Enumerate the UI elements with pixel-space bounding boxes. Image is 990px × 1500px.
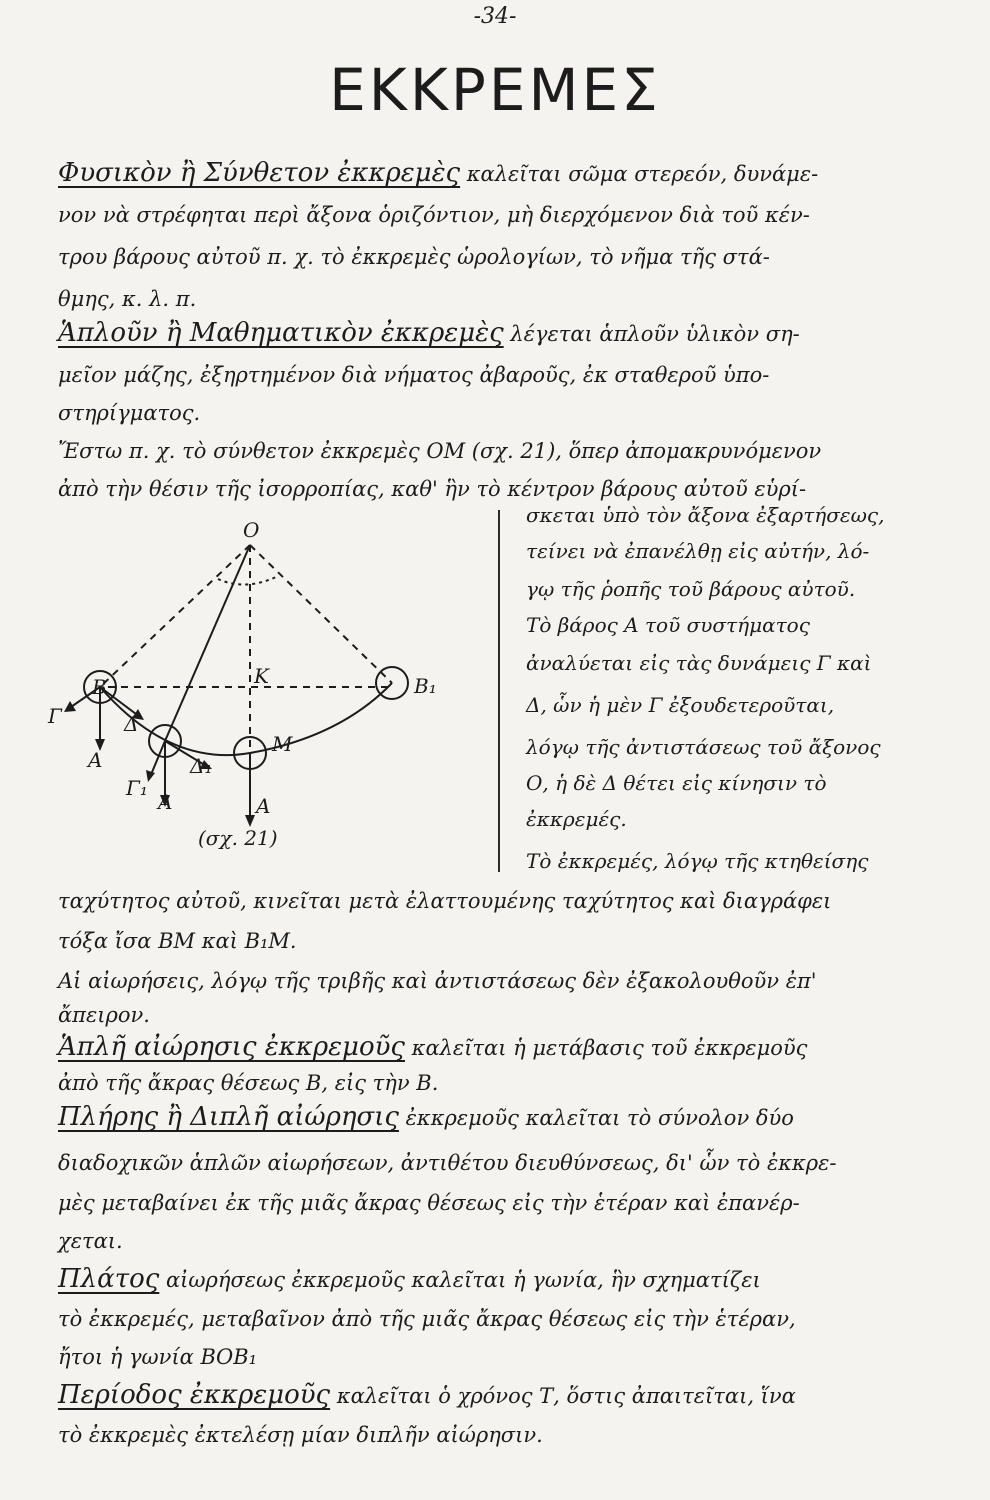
right-col-line-10: Τὸ ἐκκρεμές, λόγῳ τῆς κτηθείσης (526, 849, 869, 873)
term-simple-pendulum: Ἁπλοῦν ἢ Μαθηματικὸν ἐκκρεμὲς (58, 318, 504, 348)
p5-line-2: ἀπὸ τῆς ἄκρας θέσεως Β, εἰς τὴν Β. (58, 1071, 439, 1095)
p8-line-2: τὸ ἐκκρεμὲς ἐκτελέσῃ μίαν διπλῆν αἰώρησιν. (58, 1423, 543, 1447)
p6-line-3: μὲς μεταβαίνει ἐκ τῆς μιᾶς ἄκρας θέσεως εἰς τὴν ἑτέραν καὶ ἐπανέρ- (58, 1191, 800, 1215)
right-col-line-6: Δ, ὧν ἡ μὲν Γ ἐξουδετεροῦται, (526, 693, 835, 717)
figure-caption: (σχ. 21) (198, 826, 278, 850)
p1-line-3: τρου βάρους αὐτοῦ π. χ. τὸ ἐκκρεμὲς ὡρολογίων, τὸ νῆμα τῆς στά- (58, 245, 770, 269)
label-A-middle: Α (158, 790, 173, 814)
p7-line-3: ἤτοι ἡ γωνία ΒΟΒ₁ (58, 1345, 258, 1369)
right-col-line-8: Ο, ἡ δὲ Δ θέτει εἰς κίνησιν τὸ (526, 771, 827, 795)
p4-line-1: Αἱ αἰωρήσεις, λόγῳ τῆς τριβῆς καὶ ἀντιστάσεως δὲν ἐξακολουθοῦν ἐπ' (58, 969, 817, 993)
label-Delta: Δ (124, 712, 139, 736)
term-simple-oscillation: Ἁπλῆ αἰώρησις ἐκκρεμοῦς (58, 1032, 405, 1062)
p4-line-2: ἄπειρον. (58, 1003, 150, 1027)
p1-line-2: νον νὰ στρέφηται περὶ ἄξονα ὁριζόντιον, μὴ διερχόμενον διὰ τοῦ κέν- (58, 203, 810, 227)
label-B: Β (92, 675, 107, 699)
p3-cont-line-2: τόξα ἴσα ΒΜ καὶ Β₁Μ. (58, 929, 297, 953)
right-col-line-4: Τὸ βάρος Α τοῦ συστήματος (526, 613, 810, 637)
label-M: Μ (272, 732, 293, 756)
p2-text: λέγεται ἁπλοῦν ὑλικὸν ση- (510, 322, 800, 346)
figure-21-pendulum-diagram (40, 505, 500, 865)
p2-line-2: μεῖον μάζης, ἐξηρτημένον διὰ νήματος ἀβαροῦς, ἐκ σταθεροῦ ὑπο- (58, 363, 770, 387)
p1-text: καλεῖται σῶμα στερεόν, δυνάμε- (466, 162, 819, 186)
right-col-line-1: σκεται ὑπὸ τὸν ἄξονα ἐξαρτήσεως, (526, 503, 885, 527)
p5-line-1 (58, 1032, 958, 1063)
label-K: Κ (254, 664, 269, 688)
p8-text: καλεῖται ὁ χρόνος Τ, ὅστις ἀπαιτεῖται, ἵνα (336, 1384, 796, 1408)
p6-line-2: διαδοχικῶν ἁπλῶν αἰωρήσεων, ἀντιθέτου διευθύνσεως, δι' ὧν τὸ ἐκκρε- (58, 1151, 837, 1175)
page-number: -34- (473, 4, 517, 29)
label-A-left: Α (88, 748, 103, 772)
p1-line-4: θμης, κ. λ. π. (58, 287, 197, 311)
p8-line-1 (58, 1380, 958, 1411)
label-B1: Β₁ (414, 674, 437, 698)
column-divider (498, 510, 500, 872)
p3-line-2: ἀπὸ τὴν θέσιν τῆς ἰσορροπίας, καθ' ἣν τὸ κέντρον βάρους αὐτοῦ εὑρί- (58, 477, 807, 501)
right-col-line-5: ἀναλύεται εἰς τὰς δυνάμεις Γ καὶ (526, 651, 872, 675)
p6-text: ἐκκρεμοῦς καλεῖται τὸ σύνολον δύο (405, 1106, 794, 1130)
right-col-line-2: τείνει νὰ ἐπανέλθῃ εἰς αὐτήν, λό- (526, 539, 870, 563)
term-double-oscillation: Πλήρης ἢ Διπλῆ αἰώρησις (58, 1102, 399, 1132)
p7-line-2: τὸ ἐκκρεμές, μεταβαῖνον ἀπὸ τῆς μιᾶς ἄκρας θέσεως εἰς τὴν ἑτέραν, (58, 1307, 796, 1331)
p2-line-1 (58, 318, 958, 349)
right-col-line-9: ἐκκρεμές. (526, 807, 627, 831)
p2-line-3: στηρίγματος. (58, 401, 201, 425)
p7-line-1 (58, 1264, 958, 1295)
label-Delta1: Δ₁ (190, 754, 213, 778)
p3-cont-line-1: ταχύτητος αὐτοῦ, κινεῖται μετὰ ἐλαττουμένης ταχύτητος καὶ διαγράφει (58, 889, 832, 913)
label-O: Ο (243, 518, 260, 542)
right-col-line-7: λόγῳ τῆς ἀντιστάσεως τοῦ ἄξονος (526, 735, 881, 759)
label-Gamma1: Γ₁ (126, 776, 148, 800)
p3-line-1: Ἔστω π. χ. τὸ σύνθετον ἐκκρεμὲς ΟΜ (σχ. 21), ὅπερ ἀπομακρυνόμενον (58, 439, 822, 463)
p6-line-4: χεται. (58, 1229, 123, 1253)
p5-text: καλεῖται ἡ μετάβασις τοῦ ἐκκρεμοῦς (411, 1036, 808, 1060)
label-A-right: Α (256, 794, 271, 818)
page-title: ΕΚΚΡΕΜΕΣ (329, 56, 661, 124)
term-physical-pendulum: Φυσικὸν ἢ Σύνθετον ἐκκρεμὲς (58, 158, 461, 188)
p7-text: αἰωρήσεως ἐκκρεμοῦς καλεῖται ἡ γωνία, ἣν σχηματίζει (166, 1268, 761, 1292)
term-period: Περίοδος ἐκκρεμοῦς (58, 1380, 331, 1410)
right-col-line-3: γῳ τῆς ῥοπῆς τοῦ βάρους αὐτοῦ. (526, 577, 856, 601)
p6-line-1 (58, 1102, 958, 1133)
term-amplitude: Πλάτος (58, 1264, 160, 1294)
p1-line-1 (58, 158, 958, 189)
label-Gamma: Γ (48, 704, 62, 728)
